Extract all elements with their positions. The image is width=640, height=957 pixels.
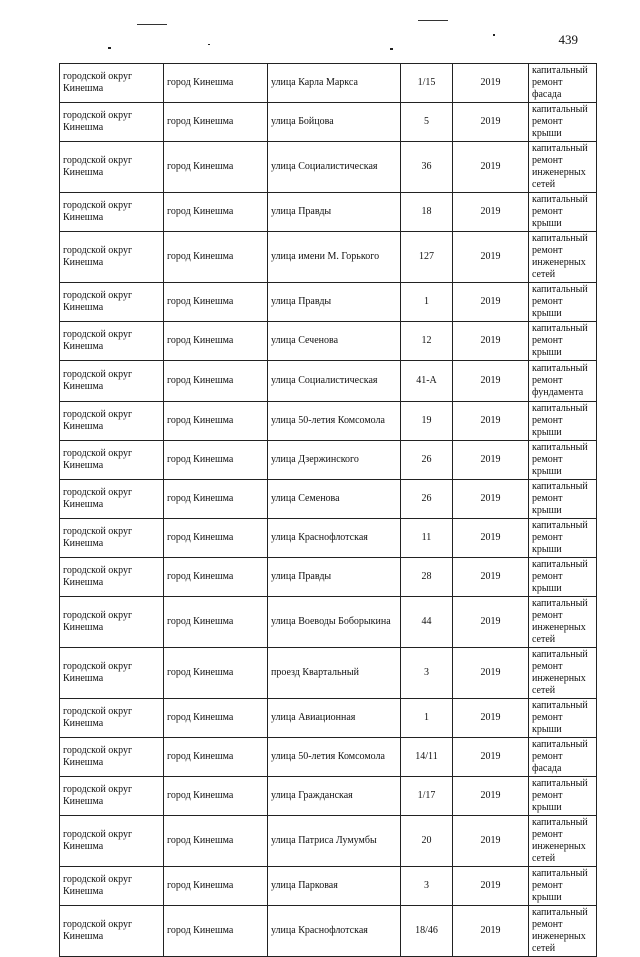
street-cell: улица 50-летия Комсомола — [268, 738, 401, 777]
scan-dot — [493, 34, 495, 36]
year-cell: 2019 — [453, 558, 529, 597]
year-cell: 2019 — [453, 648, 529, 699]
district-cell: городской округ Кинешма — [60, 480, 164, 519]
street-cell: улица Правды — [268, 283, 401, 322]
street-cell: улица Авиационная — [268, 699, 401, 738]
street-cell: улица Сеченова — [268, 322, 401, 361]
district-cell: городской округ Кинешма — [60, 283, 164, 322]
house-number-cell: 3 — [401, 648, 453, 699]
scan-dot — [390, 48, 393, 50]
city-cell: город Кинешма — [164, 738, 268, 777]
scan-dot — [208, 44, 210, 45]
street-cell: проезд Квартальный — [268, 648, 401, 699]
city-cell: город Кинешма — [164, 441, 268, 480]
street-cell: улица Бойцова — [268, 103, 401, 142]
city-cell: город Кинешма — [164, 193, 268, 232]
table-row — [60, 519, 597, 558]
work-type-cell: капитальный ремонт инженерных сетей — [529, 232, 597, 283]
table-row — [60, 558, 597, 597]
district-cell: городской округ Кинешма — [60, 361, 164, 402]
city-cell: город Кинешма — [164, 906, 268, 957]
year-cell: 2019 — [453, 777, 529, 816]
house-number-cell: 18/46 — [401, 906, 453, 957]
table-row — [60, 64, 597, 103]
table-row — [60, 738, 597, 777]
street-cell: улица 50-летия Комсомола — [268, 402, 401, 441]
district-cell: городской округ Кинешма — [60, 232, 164, 283]
table-row — [60, 322, 597, 361]
street-cell: улица Краснофлотская — [268, 519, 401, 558]
district-cell: городской округ Кинешма — [60, 699, 164, 738]
table-row — [60, 283, 597, 322]
year-cell: 2019 — [453, 232, 529, 283]
house-number-cell: 44 — [401, 597, 453, 648]
street-cell: улица Карла Маркса — [268, 64, 401, 103]
work-type-cell: капитальный ремонт крыши — [529, 193, 597, 232]
street-cell: улица Патриса Лумумбы — [268, 816, 401, 867]
district-cell: городской округ Кинешма — [60, 441, 164, 480]
work-type-cell: капитальный ремонт крыши — [529, 558, 597, 597]
district-cell: городской округ Кинешма — [60, 906, 164, 957]
district-cell: городской округ Кинешма — [60, 103, 164, 142]
city-cell: город Кинешма — [164, 103, 268, 142]
city-cell: город Кинешма — [164, 361, 268, 402]
work-type-cell: капитальный ремонт инженерных сетей — [529, 648, 597, 699]
table-row — [60, 361, 597, 402]
city-cell: город Кинешма — [164, 699, 268, 738]
street-cell: улица Парковая — [268, 867, 401, 906]
table-row — [60, 816, 597, 867]
year-cell: 2019 — [453, 519, 529, 558]
street-cell: улица Социалистическая — [268, 361, 401, 402]
table-row — [60, 699, 597, 738]
city-cell: город Кинешма — [164, 867, 268, 906]
house-number-cell: 14/11 — [401, 738, 453, 777]
housing-repair-table — [59, 63, 597, 957]
table-row — [60, 193, 597, 232]
city-cell: город Кинешма — [164, 816, 268, 867]
district-cell: городской округ Кинешма — [60, 738, 164, 777]
house-number-cell: 12 — [401, 322, 453, 361]
district-cell: городской округ Кинешма — [60, 402, 164, 441]
table-row — [60, 142, 597, 193]
house-number-cell: 20 — [401, 816, 453, 867]
street-cell: улица Краснофлотская — [268, 906, 401, 957]
city-cell: город Кинешма — [164, 597, 268, 648]
district-cell: городской округ Кинешма — [60, 816, 164, 867]
year-cell: 2019 — [453, 867, 529, 906]
house-number-cell: 18 — [401, 193, 453, 232]
street-cell: улица Семенова — [268, 480, 401, 519]
work-type-cell: капитальный ремонт крыши — [529, 103, 597, 142]
table-row — [60, 648, 597, 699]
district-cell: городской округ Кинешма — [60, 322, 164, 361]
district-cell: городской округ Кинешма — [60, 64, 164, 103]
city-cell: город Кинешма — [164, 519, 268, 558]
table-row — [60, 103, 597, 142]
work-type-cell: капитальный ремонт инженерных сетей — [529, 597, 597, 648]
house-number-cell: 26 — [401, 480, 453, 519]
table-row — [60, 232, 597, 283]
year-cell: 2019 — [453, 193, 529, 232]
work-type-cell: капитальный ремонт крыши — [529, 441, 597, 480]
street-cell: улица Правды — [268, 193, 401, 232]
scan-line — [137, 24, 167, 25]
city-cell: город Кинешма — [164, 648, 268, 699]
table-row — [60, 402, 597, 441]
table-row — [60, 441, 597, 480]
table-row — [60, 867, 597, 906]
district-cell: городской округ Кинешма — [60, 142, 164, 193]
work-type-cell: капитальный ремонт крыши — [529, 322, 597, 361]
house-number-cell: 3 — [401, 867, 453, 906]
street-cell: улица Дзержинского — [268, 441, 401, 480]
year-cell: 2019 — [453, 402, 529, 441]
city-cell: город Кинешма — [164, 322, 268, 361]
district-cell: городской округ Кинешма — [60, 558, 164, 597]
city-cell: город Кинешма — [164, 402, 268, 441]
work-type-cell: капитальный ремонт инженерных сетей — [529, 142, 597, 193]
year-cell: 2019 — [453, 480, 529, 519]
house-number-cell: 1/15 — [401, 64, 453, 103]
work-type-cell: капитальный ремонт крыши — [529, 519, 597, 558]
house-number-cell: 1 — [401, 699, 453, 738]
table-row — [60, 906, 597, 957]
city-cell: город Кинешма — [164, 142, 268, 193]
street-cell: улица Правды — [268, 558, 401, 597]
year-cell: 2019 — [453, 361, 529, 402]
city-cell: город Кинешма — [164, 283, 268, 322]
city-cell: город Кинешма — [164, 480, 268, 519]
district-cell: городской округ Кинешма — [60, 519, 164, 558]
year-cell: 2019 — [453, 597, 529, 648]
city-cell: город Кинешма — [164, 777, 268, 816]
year-cell: 2019 — [453, 816, 529, 867]
district-cell: городской округ Кинешма — [60, 648, 164, 699]
city-cell: город Кинешма — [164, 64, 268, 103]
house-number-cell: 41-А — [401, 361, 453, 402]
work-type-cell: капитальный ремонт крыши — [529, 480, 597, 519]
work-type-cell: капитальный ремонт инженерных сетей — [529, 906, 597, 957]
district-cell: городской округ Кинешма — [60, 597, 164, 648]
work-type-cell: капитальный ремонт крыши — [529, 699, 597, 738]
street-cell: улица Социалистическая — [268, 142, 401, 193]
work-type-cell: капитальный ремонт инженерных сетей — [529, 816, 597, 867]
year-cell: 2019 — [453, 142, 529, 193]
work-type-cell: капитальный ремонт крыши — [529, 402, 597, 441]
year-cell: 2019 — [453, 738, 529, 777]
work-type-cell: капитальный ремонт крыши — [529, 867, 597, 906]
year-cell: 2019 — [453, 441, 529, 480]
district-cell: городской округ Кинешма — [60, 193, 164, 232]
street-cell: улица Воеводы Боборыкина — [268, 597, 401, 648]
work-type-cell: капитальный ремонт фасада — [529, 64, 597, 103]
house-number-cell: 19 — [401, 402, 453, 441]
house-number-cell: 36 — [401, 142, 453, 193]
year-cell: 2019 — [453, 103, 529, 142]
year-cell: 2019 — [453, 906, 529, 957]
house-number-cell: 11 — [401, 519, 453, 558]
year-cell: 2019 — [453, 283, 529, 322]
year-cell: 2019 — [453, 64, 529, 103]
house-number-cell: 1/17 — [401, 777, 453, 816]
work-type-cell: капитальный ремонт крыши — [529, 283, 597, 322]
house-number-cell: 127 — [401, 232, 453, 283]
district-cell: городской округ Кинешма — [60, 777, 164, 816]
table-row — [60, 480, 597, 519]
table-row — [60, 597, 597, 648]
street-cell: улица Гражданская — [268, 777, 401, 816]
district-cell: городской округ Кинешма — [60, 867, 164, 906]
year-cell: 2019 — [453, 699, 529, 738]
work-type-cell: капитальный ремонт фундамента — [529, 361, 597, 402]
house-number-cell: 5 — [401, 103, 453, 142]
scan-line — [418, 20, 448, 21]
house-number-cell: 26 — [401, 441, 453, 480]
work-type-cell: капитальный ремонт фасада — [529, 738, 597, 777]
house-number-cell: 28 — [401, 558, 453, 597]
table-body — [60, 64, 597, 957]
page-number: 439 — [558, 32, 578, 47]
table-row — [60, 777, 597, 816]
work-type-cell: капитальный ремонт крыши — [529, 777, 597, 816]
city-cell: город Кинешма — [164, 558, 268, 597]
street-cell: улица имени М. Горького — [268, 232, 401, 283]
city-cell: город Кинешма — [164, 232, 268, 283]
scan-dot — [108, 47, 111, 49]
year-cell: 2019 — [453, 322, 529, 361]
house-number-cell: 1 — [401, 283, 453, 322]
